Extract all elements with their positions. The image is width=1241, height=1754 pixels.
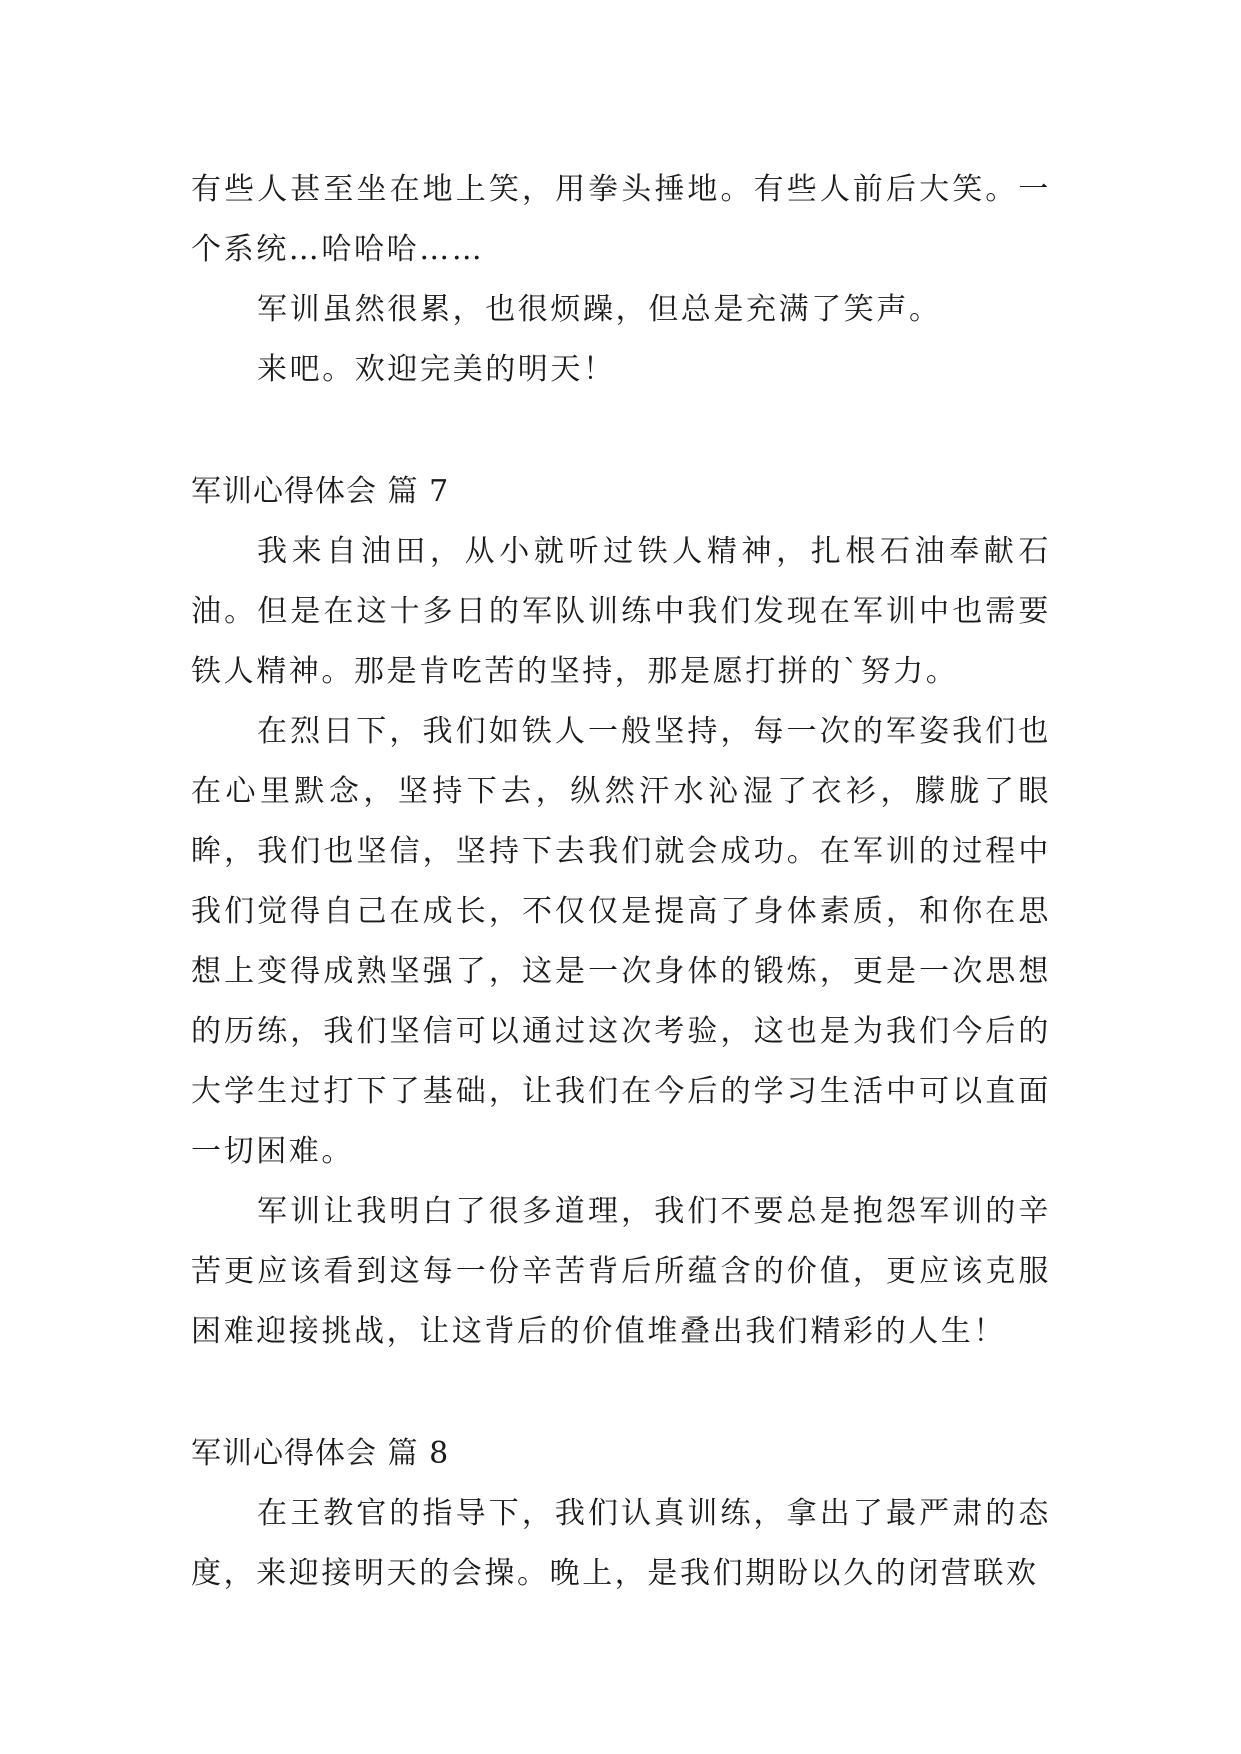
section-heading: 军训心得体会 篇 7: [191, 474, 450, 509]
paragraph: 在王教官的指导下，我们认真训练，拿出了最严肃的态度，来迎接明天的会操。晚上，是我们期盼以久的闭营联欢: [191, 1496, 1051, 1591]
section-gap: [191, 400, 1051, 462]
paragraph: 有些人甚至坐在地上笑，用拳头捶地。有些人前后大笑。一个系统…哈哈哈……: [191, 172, 1051, 267]
paragraph: 军训虽然很累，也很烦躁，但总是充满了笑声。: [257, 292, 942, 327]
document-page: [191, 160, 1051, 1604]
section-gap: [191, 1362, 1051, 1424]
paragraph: 军训让我明白了很多道理，我们不要总是抱怨军训的辛苦更应该看到这每一份辛苦背后所蕴含的价值，更应该克服困难迎接挑战，让这背后的价值堆叠出我们精彩的人生！: [191, 1194, 1051, 1349]
section-heading: 军训心得体会 篇 8: [191, 1436, 450, 1471]
paragraph: 来吧。欢迎完美的明天！: [257, 352, 616, 387]
paragraph: 我来自油田，从小就听过铁人精神，扎根石油奉献石油。但是在这十多日的军队训练中我们发现在军训中也需要铁人精神。那是肯吃苦的坚持，那是愿打拼的`努力。: [191, 534, 1051, 689]
paragraph: 在烈日下，我们如铁人一般坚持，每一次的军姿我们也在心里默念，坚持下去，纵然汗水沁湿了衣衫，朦胧了眼眸，我们也坚信，坚持下去我们就会成功。在军训的过程中我们觉得自己在成长，不仅仅是提高了身体素质，和你在思想上变得成熟坚强了，这是一次身体的锻炼，更是一次思想的历练，我们坚信可以通过这次考验，这也是为我们今后的大学生过打下了基础，让我们在今后的学习生活中可以直面一切困难。: [191, 714, 1051, 1169]
